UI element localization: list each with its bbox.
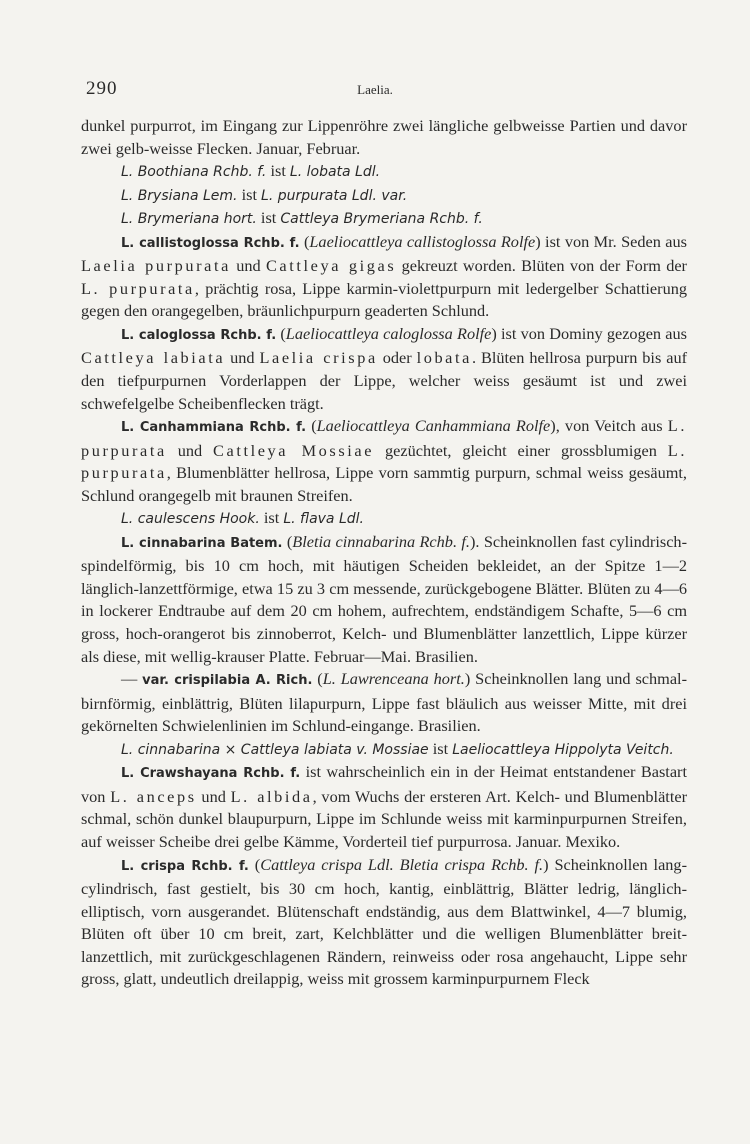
text-run: oder [377, 348, 417, 368]
text-run: ist [237, 184, 262, 204]
spaced-name: L. albida [230, 786, 313, 806]
paragraph [81, 738, 687, 762]
page-number: 290 [86, 78, 118, 99]
species-name: L. Crawshayana Rchb. f. [121, 766, 301, 782]
paragraph [81, 160, 687, 184]
synonym-name: L. flava Ldl. [283, 511, 364, 528]
italic-citation: Laeliocattleya caloglossa Rolfe [285, 323, 492, 343]
text-run: ). Scheinknollen fast cylindrisch-spindelförmig, bis 10 cm hoch, mit häutigen Scheiden bekleidet, an der Spitze 1—2 länglich-lanzettförmige, etwa 15 zu 3 cm messende, zurückgebogene Blätter. Blüten zu 4—6 in lockerer Endtraube auf dem 20 cm hohem, aufrechtem, endständigem Schafte, 5—6 cm gross, hoch-orangerot bis zinnoberrot, Kelch- und Blumenblätter lanzettlich, Lippe kürzer als diese, mit wellig-krauser Platte. Februar—Mai. Brasilien. [81, 531, 687, 666]
text-run: ) ist von Mr. Seden aus [535, 231, 688, 251]
text-run: und [196, 786, 231, 806]
text-run: und [230, 256, 266, 276]
spaced-name: Cattleya gigas [265, 256, 397, 276]
paragraph [81, 184, 687, 208]
paragraph [81, 854, 687, 991]
text-run: und [166, 440, 214, 460]
paragraph [81, 415, 687, 507]
text-run: ), von Veitch aus [550, 416, 668, 436]
text-run: — [121, 669, 143, 689]
italic-citation: Cattleya crispa Ldl. Bletia crispa Rchb. f. [260, 854, 544, 874]
text-run: ( [276, 323, 286, 343]
text-run: gezüchtet, gleicht einer grossblumigen [374, 440, 668, 460]
spaced-name: L. purpurata [81, 416, 687, 460]
species-name: L. callistoglossa Rchb. f. [121, 235, 300, 251]
synonym-name: L. purpurata Ldl. var. [261, 187, 408, 204]
paragraph [81, 668, 687, 738]
text-run: ( [312, 669, 323, 689]
synonym-name: L. cinnabarina × Cattleya labiata v. Mossiae [121, 741, 429, 758]
synonym-name: Cattleya Brymeriana Rchb. f. [280, 211, 483, 228]
spaced-name: L. purpurata [81, 278, 195, 298]
text-run: ) Scheinknollen lang und schmal-birnförmig, einblättrig, Blüten lilapurpurn, Lippe fast bläulich aus weisser Mitte, mit drei gekörnelten Schwielenlinien im Schlund-eingange. Brasilien. [81, 669, 687, 736]
species-name: L. cinnabarina Batem. [121, 535, 283, 551]
synonym-name: L. Brysiana Lem. [121, 187, 238, 204]
species-name: var. crispilabia A. Rich. [142, 673, 313, 689]
text-run: , Blumenblätter hellrosa, Lippe vorn sammtig purpurn, schmal weiss gesäumt, Schlund orangegelb mit braunen Streifen. [81, 463, 687, 505]
text-run: ) Scheinknollen lang-cylindrisch, fast gestielt, bis 30 cm hoch, kantig, einblättrig, Blätter ledrig, länglich-elliptisch, vorn ausgerandet. Blütenschaft endständig, aus dem Blattwinkel, 4—7 blumig, Blüten oft über 10 cm breit, zart, Kelchblätter und die welligen Blumenblätter breit-lanzettlich, mit zurückgeschlagenen Rändern, reinweiss oder rosa angehaucht, Lippe sehr gross, glatt, undeutlich dreilappig, weiss mit grossem karminpurpurnem Fleck [81, 854, 687, 989]
paragraph [81, 231, 687, 323]
paragraph [81, 761, 687, 853]
text-run: und [225, 348, 260, 368]
synonym-name: L. caulescens Hook. [121, 511, 260, 528]
italic-citation: L. Lawrenceana hort. [322, 669, 465, 689]
text-run: ) ist von Dominy gezogen aus [491, 323, 687, 343]
text-run: ist [266, 161, 290, 181]
text-run: ( [306, 416, 317, 436]
body-text [81, 115, 687, 991]
italic-citation: Bletia cinnabarina Rchb. f. [292, 531, 470, 551]
species-name: L. caloglossa Rchb. f. [121, 327, 277, 343]
text-run: ist [256, 208, 281, 228]
spaced-name: L. purpurata [81, 440, 688, 483]
synonym-name: L. Brymeriana hort. [121, 211, 257, 228]
page-header [86, 78, 664, 102]
text-run: , vom Wuchs der ersteren Art. Kelch- und Blumenblätter schmal, schön dunkel blaupurpurn, Lippe im Schlunde weiss mit karminpurpurnen Streifen, auf weisser Scheibe drei gelbe Kämme, Vorderteil tief purpurrosa. Januar. Mexiko. [81, 786, 687, 851]
paragraph [81, 115, 687, 160]
text-run: . Blüten hellrosa purpurn bis auf den tiefpurpurnen Vorderlappen der Lippe, welcher weiss gesäumt ist und zwei schwefelgelbe Scheibenflecken trägt. [81, 348, 688, 413]
text-run: ist [259, 508, 284, 528]
paragraph [81, 507, 687, 531]
species-name: L. crispa Rchb. f. [121, 858, 249, 874]
synonym-name: L. Boothiana Rchb. f. [121, 164, 267, 181]
paragraph [81, 207, 687, 231]
spaced-name: Cattleya Mossiae [213, 440, 375, 460]
italic-citation: Laeliocattleya Canhammiana Rolfe [316, 416, 551, 436]
synonym-name: Laeliocattleya Hippolyta Veitch. [452, 741, 674, 758]
text-run: ( [299, 231, 310, 251]
text-run: ( [282, 531, 293, 551]
italic-citation: Laeliocattleya callistoglossa Rolfe [309, 231, 536, 251]
text-run: ist [428, 738, 453, 758]
text-run: , prächtig rosa, Lippe karmin-violettpurpurn mit ledergelber Schattierung gegen den orangegelben, bräunlichpurpurn geaderten Schlund. [81, 278, 687, 321]
spaced-name: L. anceps [110, 786, 197, 806]
text-run: dunkel purpurrot, im Eingang zur Lippenröhre zwei längliche gelbweisse Partien und davor zwei gelb-weisse Flecken. Januar, Februar. [81, 116, 687, 158]
running-head: Laelia. [357, 82, 393, 97]
text-run: gekreuzt worden. Blüten von der Form der [396, 256, 687, 276]
spaced-name: Laelia purpurata [81, 256, 231, 276]
text-run: ( [248, 854, 261, 874]
synonym-name: L. lobata Ldl. [289, 164, 381, 181]
spaced-name: lobata [416, 348, 472, 368]
text-run: ist wahrscheinlich ein in der Heimat entstandener Bastart von [81, 762, 687, 806]
species-name: L. Canhammiana Rchb. f. [121, 420, 307, 436]
paragraph [81, 323, 687, 415]
paragraph [81, 531, 687, 668]
spaced-name: Cattleya labiata [81, 348, 226, 368]
spaced-name: Laelia crispa [259, 348, 378, 368]
